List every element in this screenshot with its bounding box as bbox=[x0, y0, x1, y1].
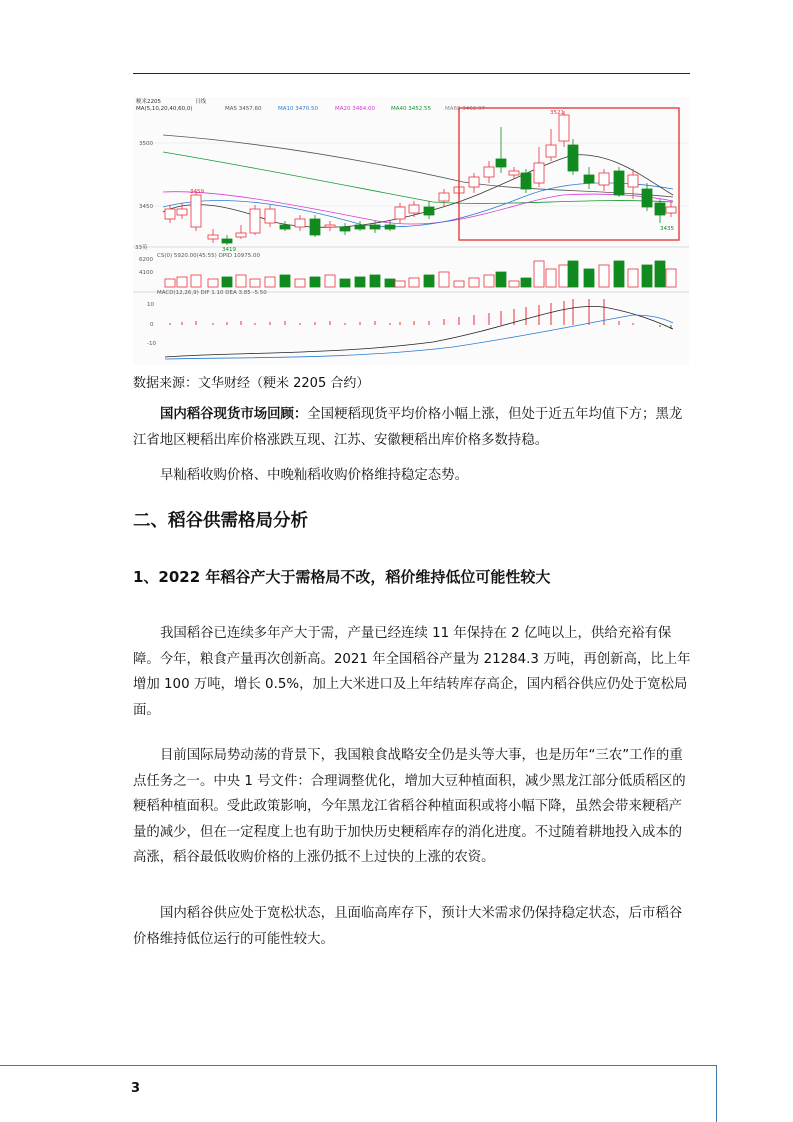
chart-ma20: MA20 3464.00 bbox=[335, 106, 375, 112]
page-number: 3 bbox=[131, 1081, 141, 1096]
volume-bar bbox=[295, 279, 305, 287]
paragraph-rice-price: 早籼稻收购价格、中晚籼稻收购价格维持稳定态势。 bbox=[160, 468, 468, 483]
volume-bar bbox=[439, 272, 449, 287]
macd-tick-2: 0 bbox=[150, 322, 154, 328]
candle-body bbox=[370, 225, 380, 229]
footer-rule bbox=[0, 1065, 716, 1066]
volume-bar bbox=[191, 275, 201, 287]
candle-body bbox=[177, 209, 187, 215]
kline-chart-svg bbox=[133, 97, 689, 365]
volume-bar bbox=[584, 269, 594, 287]
candle-body bbox=[484, 167, 494, 177]
paragraph-lead: 国内稻谷现货市场回顾： bbox=[160, 407, 308, 422]
volume-bar bbox=[534, 261, 544, 287]
candle-body bbox=[655, 203, 665, 215]
volume-bar bbox=[222, 277, 232, 287]
volume-bar bbox=[280, 275, 290, 287]
volume-bar bbox=[265, 277, 275, 287]
volume-bar bbox=[484, 275, 494, 287]
volume-bar bbox=[250, 279, 260, 287]
volume-bar bbox=[628, 269, 638, 287]
candle-body bbox=[509, 171, 519, 175]
volume-bar bbox=[236, 275, 246, 287]
volume-tick-1: 6200 bbox=[139, 257, 153, 263]
volume-bar bbox=[559, 265, 569, 287]
candle-body bbox=[409, 205, 419, 213]
volume-bar bbox=[395, 281, 405, 287]
volume-bar bbox=[509, 281, 519, 287]
volume-bar bbox=[409, 278, 419, 287]
macd-tick-1: 10 bbox=[147, 302, 154, 308]
candle-body bbox=[546, 145, 556, 157]
section-heading: 二、稻谷供需格局分析 bbox=[133, 511, 308, 531]
candle-body bbox=[208, 235, 218, 239]
subsection-heading: 1、2022 年稻谷产大于需格局不改，稻价维持低位可能性较大 bbox=[133, 568, 551, 586]
chart-period: 日线 bbox=[195, 99, 207, 105]
candle-body bbox=[250, 209, 260, 233]
candle-body bbox=[395, 207, 405, 219]
candle-body bbox=[191, 195, 201, 227]
volume-bar bbox=[355, 277, 365, 287]
candle-body bbox=[222, 239, 232, 243]
volume-bar bbox=[340, 279, 350, 287]
chart-ma10: MA10 3470.50 bbox=[278, 106, 318, 112]
candle-body bbox=[355, 225, 365, 229]
volume-bar bbox=[325, 275, 335, 287]
candle-body bbox=[666, 207, 676, 213]
volume-bar bbox=[496, 272, 506, 287]
volume-bar bbox=[208, 279, 218, 287]
volume-bar bbox=[177, 277, 187, 287]
chart-ma-label: MA(5,10,20,40,60,0) bbox=[136, 106, 193, 112]
volume-bar bbox=[666, 269, 676, 287]
chart-symbol: 粳米2205 bbox=[136, 99, 161, 105]
annotation-low: 3419 bbox=[222, 247, 236, 253]
candle-body bbox=[568, 145, 578, 171]
footer-vertical-rule bbox=[716, 1065, 717, 1122]
paragraph-policy: 目前国际局势动荡的背景下，我国粮食战略安全仍是头等大事，也是历年“三农”工作的重点任务之一。中央 1 号文件：合理调整优化，增加大豆种植面积，减少黑龙江部分低质稻区的粳稻种植面积。受此政策影响，今年黑龙江省稻谷种植面积或将小幅下降，虽然会带来粳稻产量的减少，但在一定程度上也有助于加快历史粳稻库存的消化进度。不过随着耕地投入成本的高涨，稻谷最低收购价格的上涨仍抵不上过快的上涨的农资。 bbox=[133, 748, 686, 865]
volume-bar bbox=[655, 261, 665, 287]
candle-body bbox=[521, 173, 531, 189]
candle-body bbox=[340, 227, 350, 231]
candle-body bbox=[165, 209, 175, 219]
annotation-last: 3435 bbox=[660, 226, 674, 232]
candle-body bbox=[295, 219, 305, 227]
volume-bar bbox=[642, 265, 652, 287]
candle-body bbox=[599, 173, 609, 185]
candle-body bbox=[280, 225, 290, 229]
candle-body bbox=[628, 175, 638, 187]
volume-bar bbox=[614, 261, 624, 287]
volume-bar bbox=[546, 269, 556, 287]
volume-bar bbox=[599, 265, 609, 287]
annotation-high: 3521 bbox=[550, 110, 564, 116]
paragraph-outlook: 国内稻谷供应处于宽松状态，且面临高库存下，预计大米需求仍保持稳定状态，后市稻谷价格维持低位运行的可能性较大。 bbox=[133, 906, 683, 947]
chart-ma40: MA40 3452.55 bbox=[391, 106, 431, 112]
candle-body bbox=[439, 193, 449, 201]
volume-bar bbox=[568, 261, 578, 287]
candle-body bbox=[236, 233, 246, 237]
candle-body bbox=[614, 171, 624, 195]
candle-body bbox=[584, 175, 594, 183]
paragraph-supply: 我国稻谷已连续多年产大于需，产量已经连续 11 年保持在 2 亿吨以上，供给充裕有保障。今年，粮食产量再次创新高。2021 年全国稻谷产量为 21284.3 万吨，再创新高，比上年增加 100 万吨，增长 0.5%，加上大米进口及上年结转库存高企，国内稻谷供应仍处于宽松局面。 bbox=[133, 626, 691, 718]
candle-body bbox=[496, 159, 506, 167]
volume-bar bbox=[424, 275, 434, 287]
macd-header: MACD(12,26,9) DIF 1.10 DEA 3.85 -5.50 bbox=[157, 290, 267, 296]
candle-body bbox=[559, 115, 569, 141]
volume-header: CS(0) 5920.00(45:55) OPID 10975.00 bbox=[157, 253, 260, 259]
volume-bar bbox=[454, 281, 464, 287]
candle-body bbox=[265, 209, 275, 223]
candle-body bbox=[469, 177, 479, 187]
candle-body bbox=[534, 163, 544, 183]
volume-bar bbox=[165, 279, 175, 287]
chart-caption: 数据来源：文华财经（粳米 2205 合约） bbox=[133, 376, 370, 391]
kline-chart bbox=[133, 97, 689, 365]
chart-ma5: MA5 3457.60 bbox=[225, 106, 262, 112]
candle-body bbox=[424, 207, 434, 215]
chart-corner-label: 33英 bbox=[135, 245, 148, 251]
price-tick-2: 3450 bbox=[139, 204, 153, 210]
candle-body bbox=[385, 225, 395, 229]
chart-ma60: MA60 3462.97 bbox=[445, 106, 485, 112]
paragraph-market-text: 全国粳稻现货平均价格小幅上涨，但处于近五年均值下方；黑龙江省地区粳稻出库价格涨跌互现、江苏、安徽粳稻出库价格多数持稳。 bbox=[133, 407, 683, 448]
volume-bar bbox=[370, 275, 380, 287]
volume-bar bbox=[310, 277, 320, 287]
candle-body bbox=[310, 219, 320, 235]
candle-body bbox=[325, 225, 335, 227]
macd-tick-3: -10 bbox=[147, 341, 156, 347]
volume-tick-2: 4100 bbox=[139, 270, 153, 276]
volume-bar bbox=[385, 279, 395, 287]
annotation-left-high: 3459 bbox=[190, 189, 204, 195]
paragraph-market-review bbox=[133, 402, 691, 453]
header-rule bbox=[133, 73, 690, 74]
candle-body bbox=[642, 189, 652, 207]
volume-bar bbox=[469, 278, 479, 287]
volume-bar bbox=[521, 278, 531, 287]
price-tick-1: 3500 bbox=[139, 141, 153, 147]
